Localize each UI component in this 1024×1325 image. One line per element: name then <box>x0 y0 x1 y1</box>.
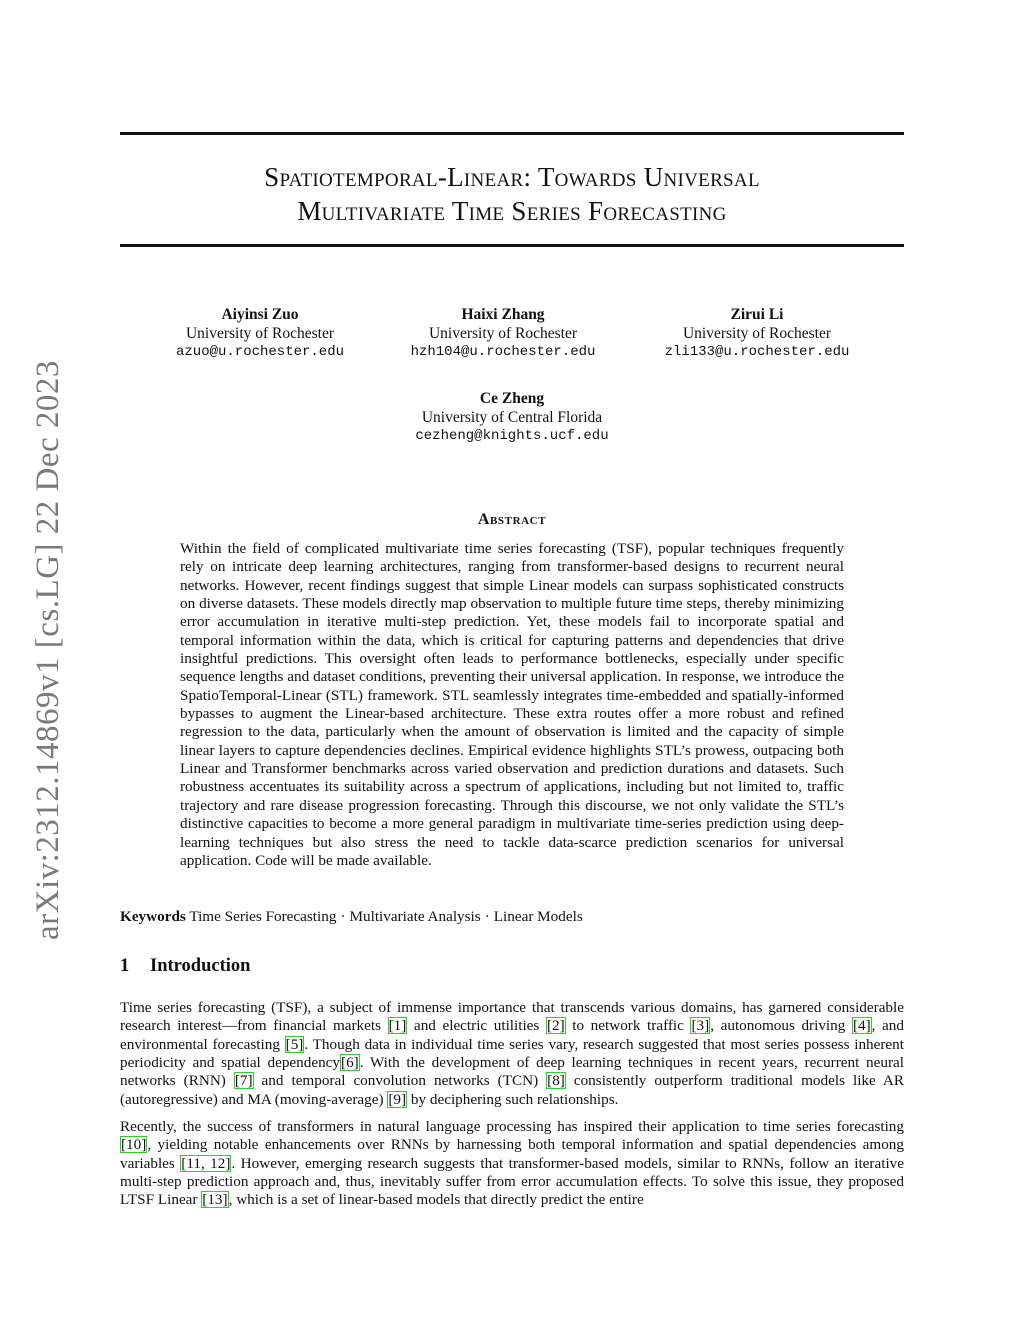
text-run: Time series forecasting (TSF), a subject of immense importance that transcends various domains, has garnered considerable research interest—from financial markets <box>120 999 904 1035</box>
text-run: , and environmental forecasting <box>120 1017 904 1053</box>
author-block <box>396 389 628 446</box>
text-run: . However, emerging research suggests that transformer-based models, similar to RNNs, follow an iterative multi-step prediction approach and, thus, inevitably suffer from error accumulation effects. To solve this issue, they proposed LTSF Linear <box>120 1154 904 1209</box>
text-run: to network traffic <box>565 1017 691 1035</box>
author-email: hzh104@u.rochester.edu <box>410 344 596 360</box>
title-line-2: Multivariate Time Series Forecasting <box>297 196 727 226</box>
text-run: by deciphering such relationships. <box>407 1090 619 1108</box>
title-bottom-rule <box>120 244 904 247</box>
author-email: zli133@u.rochester.edu <box>664 344 850 360</box>
text-run: . With the development of deep learning techniques in recent years, recurrent neural networks (RNN) <box>120 1054 904 1090</box>
citation-link[interactable]: [13] <box>202 1191 228 1209</box>
citation-link[interactable]: [3] <box>691 1017 710 1035</box>
keyword: Time Series Forecasting <box>189 908 337 925</box>
author-affiliation: University of Rochester <box>682 325 832 342</box>
keyword-separator: · <box>484 908 490 925</box>
author-name: Haixi Zhang <box>461 306 545 323</box>
text-run: , yielding notable enhancements over RNNs by harnessing both temporal information and spatial dependencies among variables <box>120 1136 904 1172</box>
intro-paragraph-2 <box>120 1118 904 1210</box>
author-affiliation: University of Central Florida <box>421 409 603 426</box>
author-name: Ce Zheng <box>479 390 545 407</box>
text-run: and temporal convolution networks (TCN) <box>253 1072 547 1090</box>
text-run: . Though data in individual time series vary, research suggested that most series possess inherent periodicity and spatial dependency <box>120 1035 904 1072</box>
intro-paragraph-1 <box>120 999 904 1109</box>
citation-link[interactable]: [8] <box>547 1072 565 1090</box>
author-name: Zirui Li <box>730 306 784 323</box>
keywords-label: Keywords <box>120 908 186 925</box>
section-title: Introduction <box>150 956 251 976</box>
text-run: , which is a set of linear-based models that directly predict the entire <box>228 1191 644 1209</box>
author-block <box>650 305 864 362</box>
author-affiliation: University of Rochester <box>185 325 335 342</box>
citation-link[interactable]: [10] <box>121 1136 147 1154</box>
citation-link[interactable]: [9] <box>388 1090 407 1108</box>
citation-link[interactable]: [2] <box>546 1017 565 1035</box>
text-run: Recently, the success of transformers in natural language processing has inspired their application to time series forecasting <box>120 1118 904 1135</box>
text-run: , autonomous driving <box>710 1017 852 1035</box>
author-email: azuo@u.rochester.edu <box>175 344 345 360</box>
citation-link[interactable]: [5] <box>285 1035 304 1053</box>
arxiv-stamp: arXiv:2312.14869v1 [cs.LG] 22 Dec 2023 <box>30 360 66 940</box>
text-run: and electric utilities <box>407 1017 546 1035</box>
citation-link[interactable]: [1] <box>388 1017 407 1035</box>
keywords-line <box>120 908 583 926</box>
title-line-1: Spatiotemporal-Linear: Towards Universal <box>264 162 760 192</box>
abstract-text: Within the field of complicated multivariate time series forecasting (TSF), popular techniques frequently rely on intricate deep learning architectures, ranging from transformer-based designs to recurrent neural networks. However, recent findings suggest that simple Linear models can surpass sophisticated constructs on diverse datasets. These models directly map observation to multiple future time steps, thereby minimizing error accumulation in iterative multi-step prediction. Yet, these models fail to incorporate spatial and temporal information within the data, which is critical for capturing patterns and dependencies that drive insightful predictions. This oversight often leads to performance bottlenecks, especially under specific sequence lengths and dataset conditions, preventing their universal application. In response, we introduce the SpatioTemporal-Linear (STL) framework. STL seamlessly integrates time-embedded and spatially-informed bypasses to augment the Linear-based architecture. These extra routes offer a more robust and refined regression to the data, particularly when the amount of observation is limited and the capacity of simple linear layers to capture dependencies declines. Empirical evidence highlights STL’s prowess, outpacing both Linear and Transformer benchmarks across varied observation and prediction durations and datasets. Such robustness accentuates its suitability across a spectrum of applications, including but not limited to, traffic trajectory and rare disease progression forecasting. Through this discourse, we not only validate the STL’s distinctive capacities to become a more general paradigm in multivariate time-series prediction using deep-learning techniques but also stress the need to tackle data-scarce prediction scenarios for universal application. Code will be made available. <box>180 540 844 869</box>
section-heading <box>120 956 250 977</box>
citation-link[interactable]: [7] <box>234 1072 253 1090</box>
author-email: cezheng@knights.ucf.edu <box>415 428 609 444</box>
author-block <box>396 305 610 362</box>
citation-link[interactable]: [11, 12] <box>181 1154 231 1172</box>
author-affiliation: University of Rochester <box>428 325 578 342</box>
citation-link[interactable]: [6] <box>341 1054 359 1072</box>
keyword: Linear Models <box>493 908 583 925</box>
title-top-rule <box>120 132 904 135</box>
abstract-heading: Abstract <box>477 511 547 528</box>
author-name: Aiyinsi Zuo <box>221 306 299 323</box>
text-run: consistently outperform traditional models like AR (autoregressive) and MA (moving-average) <box>120 1072 904 1108</box>
section-number: 1 <box>120 956 130 976</box>
keyword: Multivariate Analysis <box>349 908 481 925</box>
author-block <box>160 305 360 362</box>
paper-title <box>120 160 904 228</box>
keyword-separator: · <box>340 908 346 925</box>
citation-link[interactable]: [4] <box>852 1017 871 1035</box>
